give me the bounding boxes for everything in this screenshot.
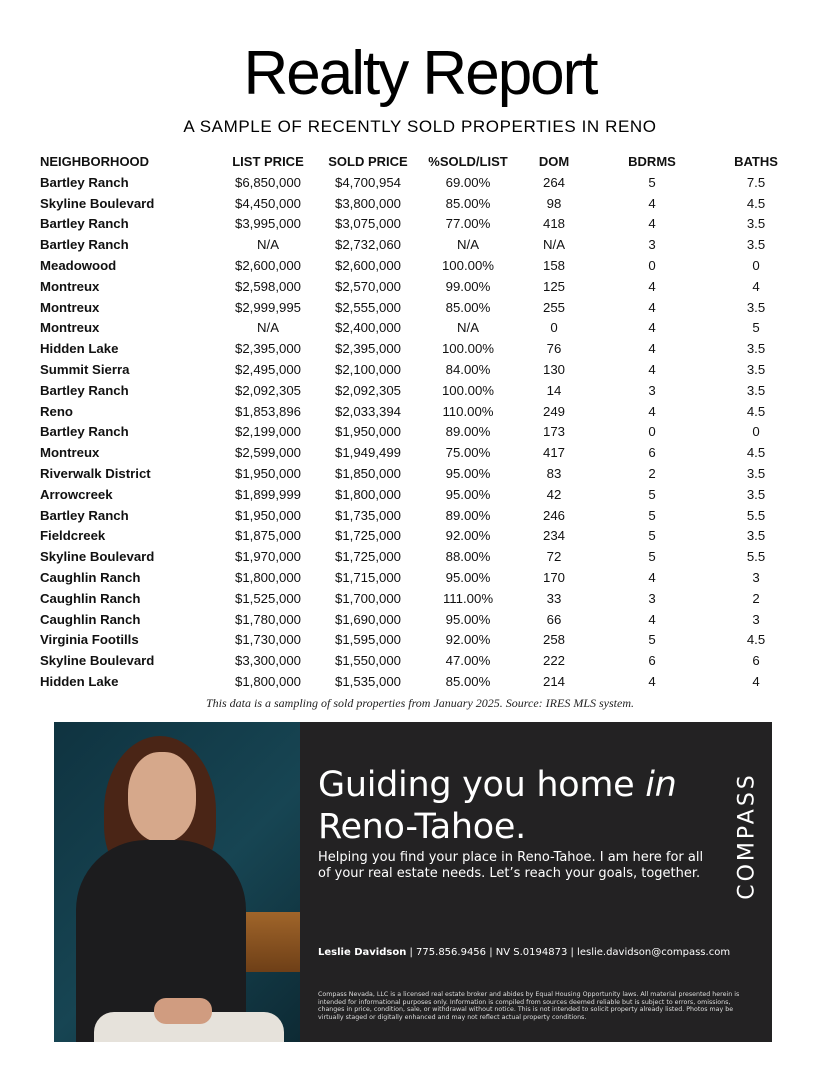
cell-sold-list-percent: 95.00%	[445, 465, 491, 481]
cell-bedrooms: 6	[648, 445, 656, 461]
cell-dom: 33	[546, 590, 562, 606]
table-row	[40, 506, 800, 527]
cell-bedrooms: 0	[648, 257, 656, 273]
cell-bedrooms: 4	[648, 673, 656, 689]
cell-dom: 130	[542, 361, 565, 377]
cell-bedrooms: 4	[648, 299, 656, 315]
cell-bedrooms: 5	[648, 632, 656, 648]
cell-list-price: $1,780,000	[234, 611, 301, 627]
cell-bedrooms: 4	[648, 320, 656, 336]
cell-neighborhood: Riverwalk District	[40, 465, 151, 481]
cell-bedrooms: 4	[648, 195, 656, 211]
cell-list-price: $1,525,000	[234, 590, 301, 606]
report-title: Realty Report	[243, 39, 597, 108]
cell-sold-list-percent: 85.00%	[445, 673, 491, 689]
cell-sold-price: $1,725,000	[334, 528, 401, 544]
cell-sold-list-percent: 75.00%	[445, 445, 491, 461]
cell-sold-price: $2,732,060	[334, 237, 401, 253]
cell-sold-price: $1,949,499	[334, 445, 401, 461]
cell-list-price: $2,600,000	[234, 257, 301, 273]
cell-neighborhood: Bartley Ranch	[40, 382, 129, 398]
table-header-row	[40, 152, 800, 173]
cell-baths: 5	[752, 320, 760, 336]
cell-bedrooms: 4	[648, 216, 656, 232]
cell-bedrooms: 4	[648, 569, 656, 585]
ad-headline	[318, 764, 728, 848]
cell-sold-price: $4,700,954	[334, 174, 401, 190]
ad-tagline: Helping you find your place in Reno-Tahoe. I am here for all of your real estate needs. Let’s reach your goals, together.	[318, 850, 704, 881]
cell-list-price: $2,395,000	[234, 341, 301, 357]
cell-neighborhood: Hidden Lake	[40, 341, 119, 357]
cell-sold-list-percent: 85.00%	[445, 299, 491, 315]
cell-baths: 3.5	[746, 465, 766, 481]
table-body	[40, 173, 800, 693]
compass-brand-text: COMPASS	[734, 772, 760, 900]
cell-bedrooms: 4	[648, 341, 656, 357]
cell-neighborhood: Bartley Ranch	[40, 507, 129, 523]
cell-bedrooms: 4	[648, 611, 656, 627]
cell-list-price: $1,950,000	[234, 465, 301, 481]
cell-baths: 3.5	[746, 486, 766, 502]
cell-baths: 3.5	[746, 361, 766, 377]
table-row	[40, 402, 800, 423]
cell-neighborhood: Skyline Boulevard	[40, 195, 155, 211]
cell-dom: 234	[542, 528, 565, 544]
cell-sold-list-percent: 89.00%	[445, 507, 491, 523]
table-row	[40, 235, 800, 256]
cell-neighborhood: Arrowcreek	[40, 486, 113, 502]
cell-sold-list-percent: 100.00%	[441, 341, 495, 357]
cell-dom: 173	[542, 424, 565, 440]
cell-bedrooms: 2	[648, 465, 656, 481]
cell-sold-price: $3,075,000	[334, 216, 401, 232]
cell-sold-price: $2,395,000	[334, 341, 401, 357]
cell-baths: 5.5	[746, 549, 766, 565]
cell-sold-list-percent: 95.00%	[445, 611, 491, 627]
cell-dom: 72	[546, 549, 562, 565]
cell-dom: 125	[542, 278, 565, 294]
agent-photo	[54, 722, 300, 1042]
cell-bedrooms: 3	[648, 590, 656, 606]
table-row	[40, 610, 800, 631]
cell-neighborhood: Meadowood	[40, 257, 117, 273]
cell-sold-list-percent: 47.00%	[445, 653, 491, 669]
cell-neighborhood: Caughlin Ranch	[40, 590, 141, 606]
cell-sold-price: $3,800,000	[334, 195, 401, 211]
cell-sold-price: $2,555,000	[334, 299, 401, 315]
cell-list-price: N/A	[257, 320, 279, 336]
agent-advertisement	[54, 722, 772, 1042]
cell-baths: 3	[752, 611, 760, 627]
cell-baths: 7.5	[746, 174, 766, 190]
cell-neighborhood: Skyline Boulevard	[40, 549, 155, 565]
cell-neighborhood: Virginia Footills	[40, 632, 139, 648]
cell-dom: 264	[542, 174, 565, 190]
sold-properties-table	[40, 152, 800, 693]
cell-sold-list-percent: N/A	[457, 237, 479, 253]
table-row	[40, 443, 800, 464]
table-row	[40, 277, 800, 298]
cell-dom: 76	[546, 341, 562, 357]
cell-dom: N/A	[543, 237, 565, 253]
cell-neighborhood: Caughlin Ranch	[40, 611, 141, 627]
cell-dom: 249	[542, 403, 565, 419]
table-row	[40, 568, 800, 589]
cell-neighborhood: Montreux	[40, 299, 100, 315]
cell-baths: 5.5	[746, 507, 766, 523]
cell-sold-list-percent: 92.00%	[445, 632, 491, 648]
cell-sold-list-percent: 92.00%	[445, 528, 491, 544]
header-sold-list-percent: %SOLD/LIST	[428, 154, 508, 169]
cell-list-price: $1,970,000	[234, 549, 301, 565]
agent-contact	[318, 947, 758, 958]
cell-baths: 0	[752, 424, 760, 440]
cell-bedrooms: 5	[648, 174, 656, 190]
cell-dom: 66	[546, 611, 562, 627]
table-row	[40, 256, 800, 277]
cell-baths: 4.5	[746, 403, 766, 419]
cell-neighborhood: Montreux	[40, 445, 100, 461]
table-row	[40, 672, 800, 693]
header-list-price: LIST PRICE	[232, 154, 304, 169]
cell-neighborhood: Bartley Ranch	[40, 174, 129, 190]
compass-logo	[722, 766, 772, 906]
cell-bedrooms: 6	[648, 653, 656, 669]
cell-sold-price: $1,735,000	[334, 507, 401, 523]
table-row	[40, 194, 800, 215]
cell-sold-list-percent: 95.00%	[445, 486, 491, 502]
cell-sold-list-percent: N/A	[457, 320, 479, 336]
table-row	[40, 547, 800, 568]
cell-dom: 98	[546, 195, 562, 211]
cell-list-price: $1,899,999	[234, 486, 301, 502]
cell-bedrooms: 5	[648, 507, 656, 523]
cell-list-price: $2,599,000	[234, 445, 301, 461]
cell-neighborhood: Summit Sierra	[40, 361, 130, 377]
cell-dom: 418	[542, 216, 565, 232]
cell-baths: 3.5	[746, 216, 766, 232]
cell-sold-list-percent: 84.00%	[445, 361, 491, 377]
cell-baths: 4.5	[746, 445, 766, 461]
cell-sold-list-percent: 100.00%	[441, 382, 495, 398]
table-row	[40, 318, 800, 339]
header-dom: DOM	[538, 154, 570, 169]
cell-bedrooms: 4	[648, 403, 656, 419]
cell-sold-list-percent: 100.00%	[441, 257, 495, 273]
cell-neighborhood: Skyline Boulevard	[40, 653, 155, 669]
agent-details: | 775.856.9456 | NV S.0194873 | leslie.davidson@compass.com	[406, 947, 731, 958]
cell-bedrooms: 3	[648, 382, 656, 398]
cell-sold-price: $1,535,000	[334, 673, 401, 689]
report-subtitle: A SAMPLE OF RECENTLY SOLD PROPERTIES IN RENO	[183, 117, 657, 136]
cell-dom: 158	[542, 257, 565, 273]
header-bedrooms: BDRMS	[628, 154, 676, 169]
cell-bedrooms: 0	[648, 424, 656, 440]
cell-sold-price: $2,092,305	[334, 382, 401, 398]
cell-baths: 4.5	[746, 195, 766, 211]
ad-headline-main: Guiding you home	[318, 765, 646, 805]
cell-neighborhood: Montreux	[40, 278, 100, 294]
cell-baths: 4.5	[746, 632, 766, 648]
cell-sold-price: $2,033,394	[334, 403, 401, 419]
cell-sold-price: $1,850,000	[334, 465, 401, 481]
cell-baths: 4	[752, 673, 760, 689]
cell-dom: 0	[550, 320, 558, 336]
ad-headline-italic: in	[645, 765, 677, 805]
cell-bedrooms: 4	[648, 278, 656, 294]
cell-sold-list-percent: 111.00%	[442, 590, 494, 606]
cell-sold-price: $2,100,000	[334, 361, 401, 377]
header-neighborhood: NEIGHBORHOOD	[40, 154, 150, 169]
cell-sold-list-percent: 88.00%	[445, 549, 491, 565]
cell-baths: 3.5	[746, 341, 766, 357]
cell-dom: 246	[542, 507, 565, 523]
cell-sold-list-percent: 69.00%	[445, 174, 491, 190]
cell-sold-price: $1,800,000	[334, 486, 401, 502]
header-baths: BATHS	[734, 154, 778, 169]
cell-bedrooms: 5	[648, 486, 656, 502]
cell-sold-price: $1,690,000	[334, 611, 401, 627]
cell-neighborhood: Hidden Lake	[40, 673, 119, 689]
cell-list-price: $1,950,000	[234, 507, 301, 523]
cell-dom: 222	[542, 653, 565, 669]
header-sold-price: SOLD PRICE	[328, 154, 408, 169]
cell-list-price: $6,850,000	[234, 174, 301, 190]
cell-list-price: $2,199,000	[234, 424, 301, 440]
cell-list-price: N/A	[257, 237, 279, 253]
cell-bedrooms: 4	[648, 361, 656, 377]
cell-list-price: $2,495,000	[234, 361, 301, 377]
cell-sold-list-percent: 77.00%	[445, 216, 491, 232]
cell-baths: 3.5	[746, 237, 766, 253]
cell-neighborhood: Fieldcreek	[40, 528, 106, 544]
cell-sold-list-percent: 95.00%	[445, 569, 491, 585]
cell-sold-price: $1,715,000	[334, 569, 401, 585]
cell-list-price: $1,853,896	[234, 403, 301, 419]
table-row	[40, 485, 800, 506]
cell-dom: 417	[542, 445, 565, 461]
cell-sold-list-percent: 89.00%	[445, 424, 491, 440]
cell-neighborhood: Bartley Ranch	[40, 424, 129, 440]
cell-neighborhood: Caughlin Ranch	[40, 569, 141, 585]
cell-dom: 255	[542, 299, 565, 315]
table-row	[40, 422, 800, 443]
cell-neighborhood: Bartley Ranch	[40, 237, 129, 253]
cell-sold-price: $1,725,000	[334, 549, 401, 565]
cell-list-price: $2,999,995	[234, 299, 301, 315]
table-row	[40, 214, 800, 235]
cell-baths: 3.5	[746, 299, 766, 315]
cell-list-price: $2,092,305	[234, 382, 301, 398]
table-row	[40, 173, 800, 194]
cell-neighborhood: Montreux	[40, 320, 100, 336]
ad-headline-line2: Reno-Tahoe.	[318, 807, 526, 847]
cell-bedrooms: 5	[648, 528, 656, 544]
cell-list-price: $1,800,000	[234, 673, 301, 689]
table-row	[40, 526, 800, 547]
cell-sold-list-percent: 110.00%	[442, 403, 494, 419]
cell-sold-price: $2,600,000	[334, 257, 401, 273]
cell-list-price: $3,995,000	[234, 216, 301, 232]
cell-list-price: $1,875,000	[234, 528, 301, 544]
cell-bedrooms: 3	[648, 237, 656, 253]
cell-sold-price: $1,595,000	[334, 632, 401, 648]
cell-list-price: $2,598,000	[234, 278, 301, 294]
cell-list-price: $1,730,000	[234, 632, 301, 648]
cell-list-price: $1,800,000	[234, 569, 301, 585]
cell-sold-list-percent: 85.00%	[445, 195, 491, 211]
cell-baths: 4	[752, 278, 760, 294]
cell-list-price: $3,300,000	[234, 653, 301, 669]
table-row	[40, 298, 800, 319]
table-row	[40, 360, 800, 381]
cell-dom: 42	[546, 486, 562, 502]
cell-baths: 3.5	[746, 528, 766, 544]
cell-bedrooms: 5	[648, 549, 656, 565]
table-row	[40, 339, 800, 360]
cell-dom: 170	[542, 569, 565, 585]
table-row	[40, 651, 800, 672]
cell-sold-price: $1,700,000	[334, 590, 401, 606]
cell-dom: 83	[546, 465, 562, 481]
cell-baths: 3.5	[746, 382, 766, 398]
legal-disclaimer: Compass Nevada, LLC is a licensed real estate broker and abides by Equal Housing Opportunity laws. All material presented herein is intended for informational purposes only. Information is compiled from sources deemed reliable but is subject to errors, omissions, changes in price, condition, sale, or withdrawal without notice. This is not intended to solicit property already listed. Photos may be virtually staged or digitally enhanced and may not reflect actual property conditions.	[318, 991, 740, 1021]
cell-sold-price: $1,550,000	[334, 653, 401, 669]
cell-neighborhood: Bartley Ranch	[40, 216, 129, 232]
table-row	[40, 630, 800, 651]
cell-dom: 214	[542, 673, 565, 689]
cell-neighborhood: Reno	[40, 403, 73, 419]
cell-dom: 258	[542, 632, 565, 648]
cell-list-price: $4,450,000	[234, 195, 301, 211]
table-row	[40, 381, 800, 402]
cell-baths: 6	[752, 653, 760, 669]
cell-sold-price: $1,950,000	[334, 424, 401, 440]
data-source-note: This data is a sampling of sold properties from January 2025. Source: IRES MLS system.	[206, 696, 634, 710]
cell-sold-price: $2,570,000	[334, 278, 401, 294]
agent-name: Leslie Davidson	[318, 947, 407, 958]
table-row	[40, 589, 800, 610]
cell-sold-list-percent: 99.00%	[445, 278, 491, 294]
cell-baths: 3	[752, 569, 760, 585]
cell-sold-price: $2,400,000	[334, 320, 401, 336]
cell-baths: 0	[752, 257, 760, 273]
table-row	[40, 464, 800, 485]
cell-baths: 2	[752, 590, 760, 606]
cell-dom: 14	[546, 382, 562, 398]
